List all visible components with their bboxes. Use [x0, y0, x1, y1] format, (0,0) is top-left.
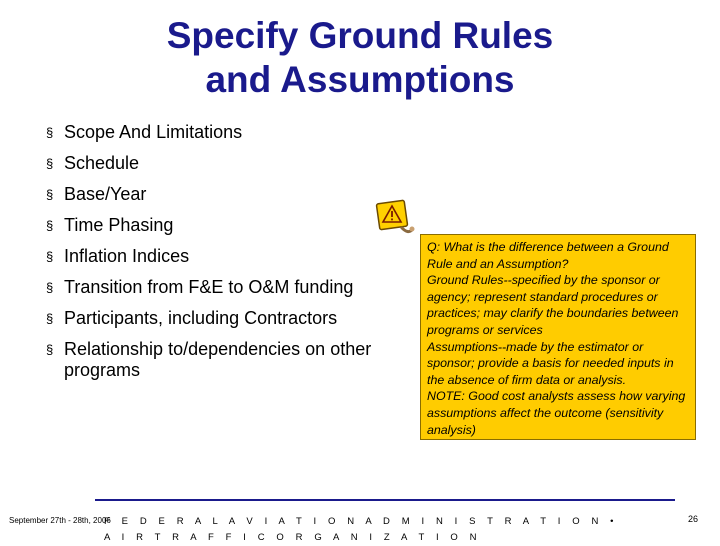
bullet-marker: §: [46, 187, 54, 202]
explanation-note-box: [420, 234, 696, 440]
note-question: Q: What is the difference between a Ground Rule and an Assumption?: [427, 240, 669, 271]
bullet-text: Scope And Limitations: [64, 122, 243, 142]
footer-divider: [95, 499, 675, 501]
bullet-item: [46, 277, 416, 298]
bullet-list: [46, 122, 416, 391]
title-line-2: and Assumptions: [205, 59, 515, 100]
bullet-marker: §: [46, 249, 54, 264]
bullet-item: [46, 215, 416, 236]
bullet-marker: §: [46, 311, 54, 326]
bullet-item: [46, 184, 416, 205]
bullet-marker: §: [46, 218, 54, 233]
bullet-text: Base/Year: [64, 184, 147, 204]
footer-agency: F E D E R A L A V I A T I O N A D M I N I S T R A T I O N • A I R T R A F F I C O R G A N I Z A T I O N: [104, 516, 619, 543]
slide-title: [0, 14, 720, 102]
footer-date: September 27th - 28th, 2006: [9, 516, 111, 525]
note-sensitivity: NOTE: Good cost analysts assess how varying assumptions affect the outcome (sensitivity analysis): [427, 389, 686, 437]
bullet-item: [46, 246, 416, 267]
bullet-marker: §: [46, 156, 54, 171]
bullet-item: [46, 308, 416, 329]
bullet-text: Transition from F&E to O&M funding: [64, 277, 354, 297]
bullet-item: [46, 122, 416, 143]
title-line-1: Specify Ground Rules: [166, 15, 554, 56]
bullet-text: Relationship to/dependencies on other programs: [64, 339, 372, 380]
bullet-text: Schedule: [64, 153, 140, 173]
bullet-text: Participants, including Contractors: [64, 308, 338, 328]
bullet-item: [46, 153, 416, 174]
bullet-item: [46, 339, 416, 381]
bullet-marker: §: [46, 342, 54, 357]
bullet-text: Inflation Indices: [64, 246, 190, 266]
note-ground-rules: Ground Rules--specified by the sponsor or agency; represent standard procedures or practices; may clarify the boundaries between programs or services: [427, 273, 679, 337]
note-assumptions: Assumptions--made by the estimator or sponsor; provide a basis for needed inputs in the absence of firm data or analysis.: [427, 339, 674, 387]
bullet-text: Time Phasing: [64, 215, 174, 235]
page-number: 26: [688, 514, 699, 524]
warning-sign-icon: [372, 198, 416, 238]
bullet-marker: §: [46, 125, 54, 140]
bullet-marker: §: [46, 280, 54, 295]
